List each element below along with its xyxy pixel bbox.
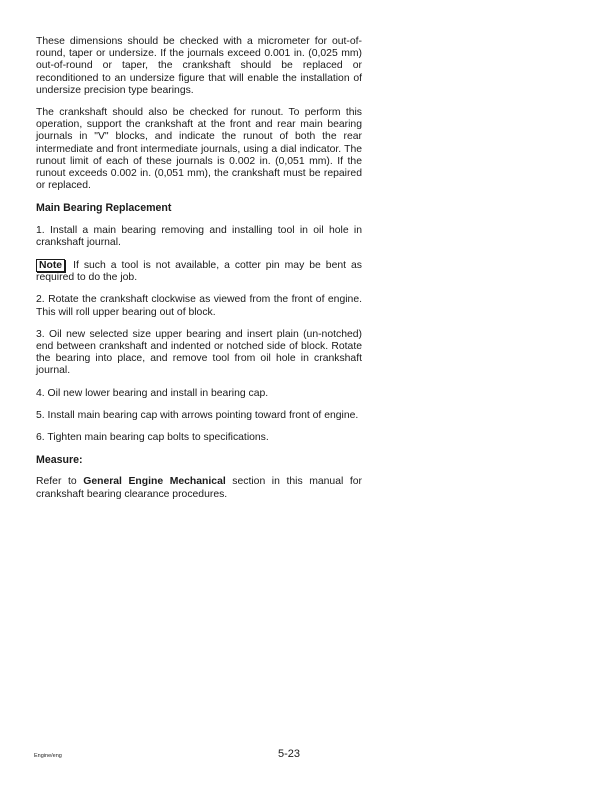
measure-heading: Measure: <box>36 454 83 467</box>
manual-page-content <box>36 36 362 511</box>
measure-text-before: Refer to <box>36 476 84 488</box>
step-6: 6. Tighten main bearing cap bolts to specifications. <box>36 432 269 444</box>
page-number: 5-23 <box>278 748 301 760</box>
step-4: 4. Oil new lower bearing and install in bearing cap. <box>36 387 269 399</box>
note-badge: Note <box>36 259 65 272</box>
note-text: If such a tool is not available, a cotter pin may be bent as required to do the job. <box>36 260 362 284</box>
step-2: 2. Rotate the crankshaft clockwise as viewed from the front of engine. This will roll upper bearing out of block. <box>36 294 362 318</box>
measure-paragraph <box>36 476 362 500</box>
main-bearing-replacement-heading: Main Bearing Replacement <box>36 202 172 215</box>
note-block <box>36 259 362 284</box>
footer-section-label: Engine/eng <box>34 753 62 759</box>
measure-section-reference: General Engine Mechanical <box>83 476 226 488</box>
micrometer-check-paragraph: These dimensions should be checked with a micrometer for out-of-round, taper or undersize. If the journals exceed 0.001 in. (0,025 mm) out-of-round or taper, the crankshaft should be replaced or reconditioned to an undersize figure that will enable the installation of undersize precision type bearings. <box>36 36 362 96</box>
step-5: 5. Install main bearing cap with arrows pointing toward front of engine. <box>36 409 359 421</box>
step-1: 1. Install a main bearing removing and installing tool in oil hole in crankshaft journal. <box>36 224 362 248</box>
step-3: 3. Oil new selected size upper bearing and insert plain (un-notched) end between crankshaft and indented or notched side of block. Rotate the bearing into place, and remove tool from oil hole in crankshaft journal. <box>36 328 362 377</box>
measure-text-after: section in this manual for crankshaft bearing clearance procedures. <box>36 476 362 500</box>
runout-check-paragraph: The crankshaft should also be checked for runout. To perform this operation, support the crankshaft at the front and rear main bearing journals in "V" blocks, and indicate the runout of both the rear intermediate and front intermediate journals, using a dial indicator. The runout limit of each of these journals is 0.002 in. (0,051 mm). If the runout exceeds 0.002 in. (0,051 mm), the crankshaft must be repaired or replaced. <box>36 107 362 192</box>
